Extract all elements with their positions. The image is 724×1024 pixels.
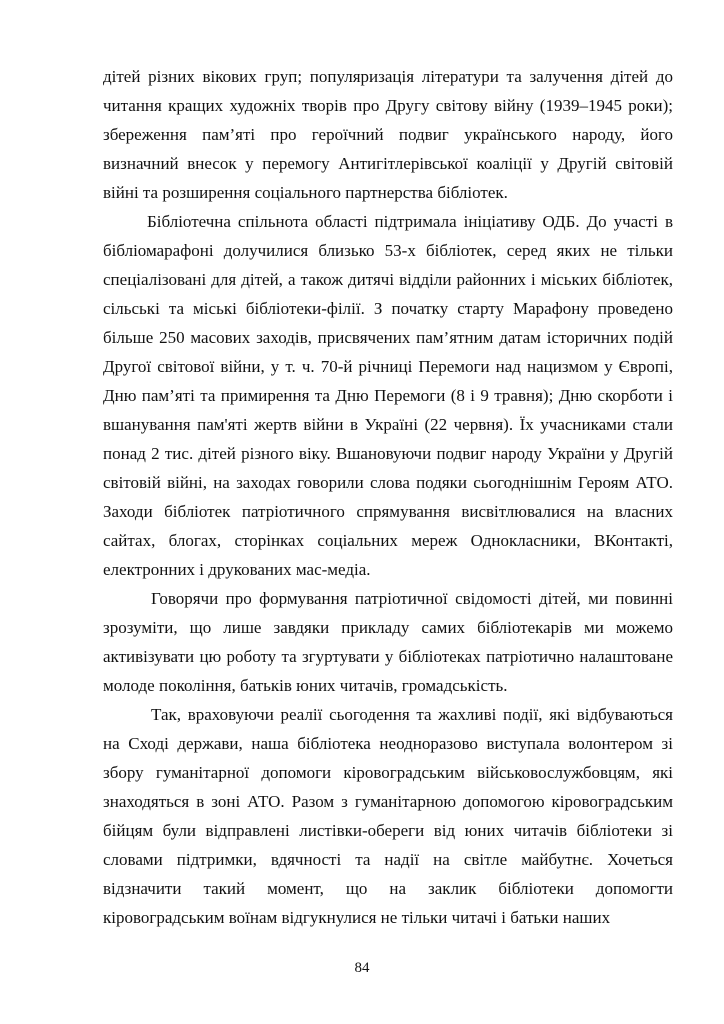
- body-text: [103, 62, 673, 932]
- page-number: 84: [354, 960, 370, 976]
- paragraph-3: Говорячи про формування патріотичної свідомості дітей, ми повинні зрозуміти, що лише завдяки прикладу самих бібліотекарів ми можемо активізувати цю роботу та згуртувати у бібліотеках патріотично налаштоване молоде покоління, батьків юних читачів, громадськість.: [103, 589, 673, 695]
- paragraph-4: Так, враховуючи реалії сьогодення та жахливі події, які відбуваються на Сході держави, наша бібліотека неодноразово виступала волонтером зі збору гуманітарної допомоги кіровоградським військовослужбовцям, які знаходяться в зоні АТО. Разом з гуманітарною допомогою кіровоградським бійцям були відправлені листівки-обереги від юних читачів бібліотеки зі словами підтримки, вдячності та надії на світле майбутнє. Хочеться відзначити такий момент, що на заклик бібліотеки допомогти кіровоградським воїнам відгукнулися не тільки читачі і батьки наших: [103, 705, 673, 927]
- paragraph-2: Бібліотечна спільнота області підтримала ініціативу ОДБ. До участі в бібліомарафоні долучилися близько 53-х бібліотек, серед яких не тільки спеціалізовані для дітей, а також дитячі відділи районних і міських бібліотек, сільські та міські бібліотеки-філії. З початку старту Марафону проведено більше 250 масових заходів, присвячених пам’ятним датам історичних подій Другої світової війни, у т. ч. 70-й річниці Перемоги над нацизмом у Європі, Дню пам’яті та примирення та Дню Перемоги (8 і 9 травня); Дню скорботи і вшанування пам'яті жертв війни в Україні (22 червня). Їх учасниками стали понад 2 тис. дітей різного віку. Вшановуючи подвиг народу України у Другій світовій війні, на заходах говорили слова подяки сьогоднішнім Героям АТО. Заходи бібліотек патріотичного спрямування висвітлювалися на власних сайтах, блогах, сторінках соціальних мереж Однокласники, ВКонтакті, електронних і друкованих мас-медіа.: [103, 212, 673, 579]
- paragraph-1: дітей різних вікових груп; популяризація літератури та залучення дітей до читання кращих художніх творів про Другу світову війну (1939–1945 роки); збереження пам’яті про героїчний подвиг українського народу, його визначний внесок у перемогу Антигітлерівської коаліції у Другій світовій війні та розширення соціального партнерства бібліотек.: [103, 67, 673, 202]
